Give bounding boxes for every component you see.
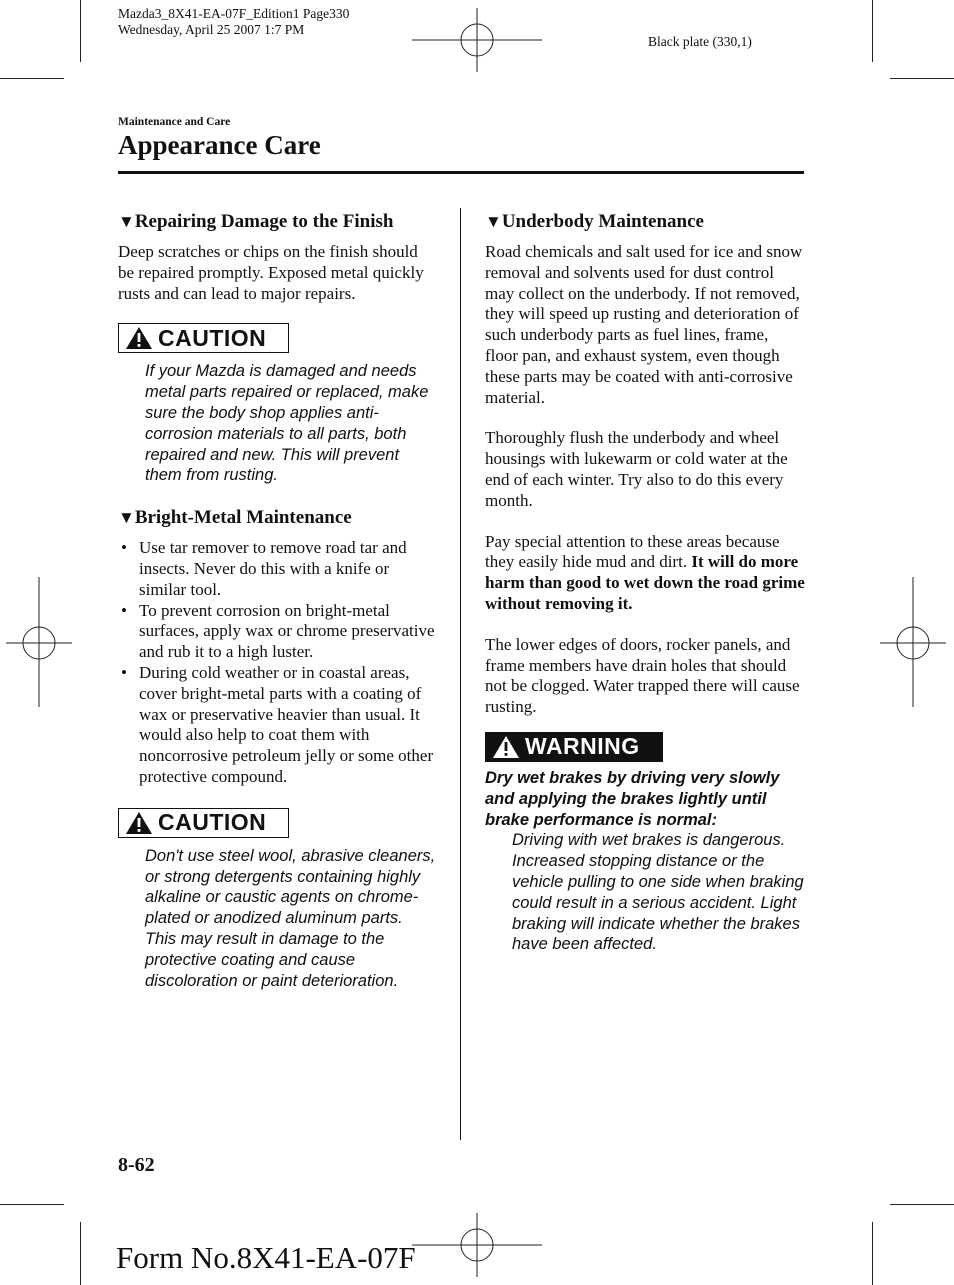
caution-label: CAUTION [158,809,267,836]
exclamation-triangle-icon [125,326,153,350]
underbody-paragraph-3 [485,532,805,615]
underbody-paragraph-2: Thoroughly flush the underbody and wheel housings with lukewarm or cold water at the end of each winter. Try also to do this every month. [485,428,788,510]
warning-label: WARNING [525,733,640,760]
registration-mark-right-icon [880,577,946,707]
caution-text: If your Mazda is damaged and needs metal parts repaired or replaced, make sure the body shop applies anti-corrosion materials to all parts, both repaired and new. This will prevent them from rusting. [145,362,429,485]
list-item-text: To prevent corrosion on bright-metal surfaces, apply wax or chrome preservative and rub it to a high luster. [139,600,435,662]
triangle-marker-icon: ▼ [118,212,135,231]
repair-paragraph: Deep scratches or chips on the finish should be repaired promptly. Exposed metal quickly rusts and can lead to major repairs. [118,242,424,303]
triangle-marker-icon: ▼ [485,212,502,231]
page-number: 8-62 [118,1154,155,1176]
title-rule [118,171,804,174]
warning-badge [485,732,663,762]
caution-text: Don't use steel wool, abrasive cleaners, or strong detergents containing highly alkaline or caustic agents on chrome-plated or anodized aluminum parts. This may result in damage to the protective coating and cause discoloration or paint deterioration. [145,846,436,990]
list-item [118,663,438,788]
exclamation-triangle-icon [492,735,520,759]
print-header-line2: Wednesday, April 25 2007 1:7 PM [118,22,305,37]
bright-metal-list [118,538,438,788]
underbody-paragraph-1: Road chemicals and salt used for ice and snow removal and solvents used for dust control may collect on the underbody. If not removed, they will speed up rusting and deterioration of such underbody parts as fuel lines, frame, floor pan, and exhaust system, even though these parts may be coated with anti-corrosive material. [485,242,803,407]
bullet-icon: • [121,600,127,620]
heading-repairing-damage [118,210,438,234]
list-item-text: Use tar remover to remove road tar and insects. Never do this with a knife or similar tool. [139,538,407,599]
section-label: Maintenance and Care [118,116,231,128]
triangle-marker-icon: ▼ [118,508,135,528]
right-column [485,210,805,955]
registration-mark-bottom-icon [412,1213,542,1277]
warning-lead-text: Dry wet brakes by driving very slowly and applying the brakes lightly until brake performance is normal: [485,768,780,829]
heading-text: Bright-Metal Maintenance [134,507,352,529]
heading-underbody [485,210,805,234]
list-item [118,601,438,663]
paragraph-normal-text: Pay special attention to these areas because they easily hide mud and dirt. [485,531,780,572]
paragraph-bold-text: It will do more harm than good to wet down the road grime without removing it. [485,552,805,613]
heading-text: Underbody Maintenance [501,211,704,232]
caution-badge [118,808,289,838]
heading-bright-metal [118,506,438,530]
registration-mark-top-icon [412,8,542,72]
bullet-icon: • [121,538,127,558]
list-item [118,538,438,600]
list-item-text: During cold weather or in coastal areas, cover bright-metal parts with a coating of wax or preservative heavier than usual. It would also help to coat them with noncorrosive petroleum jelly or some other protective compound. [139,662,434,786]
print-header [118,6,349,38]
plate-label: Black plate (330,1) [648,34,752,49]
print-header-line1: Mazda3_8X41-EA-07F_Edition1 Page330 [118,6,350,21]
form-number: Form No.8X41-EA-07F [116,1240,416,1275]
heading-text: Repairing Damage to the Finish [134,211,394,232]
caution-label: CAUTION [158,324,267,351]
caution-badge [118,323,289,353]
registration-mark-left-icon [6,577,72,707]
warning-text: Driving with wet brakes is dangerous. Increased stopping distance or the vehicle pulling to one side when braking could result in a serious accident. Light braking will indicate whether the brakes have been affected. [512,831,804,954]
bullet-icon: • [121,662,127,682]
left-column [118,210,438,991]
page-title: Appearance Care [118,130,321,160]
underbody-paragraph-4: The lower edges of doors, rocker panels, and frame members have drain holes that should not be clogged. Water trapped there will cause rusting. [485,634,800,717]
column-divider [460,208,461,1140]
exclamation-triangle-icon [125,811,153,835]
